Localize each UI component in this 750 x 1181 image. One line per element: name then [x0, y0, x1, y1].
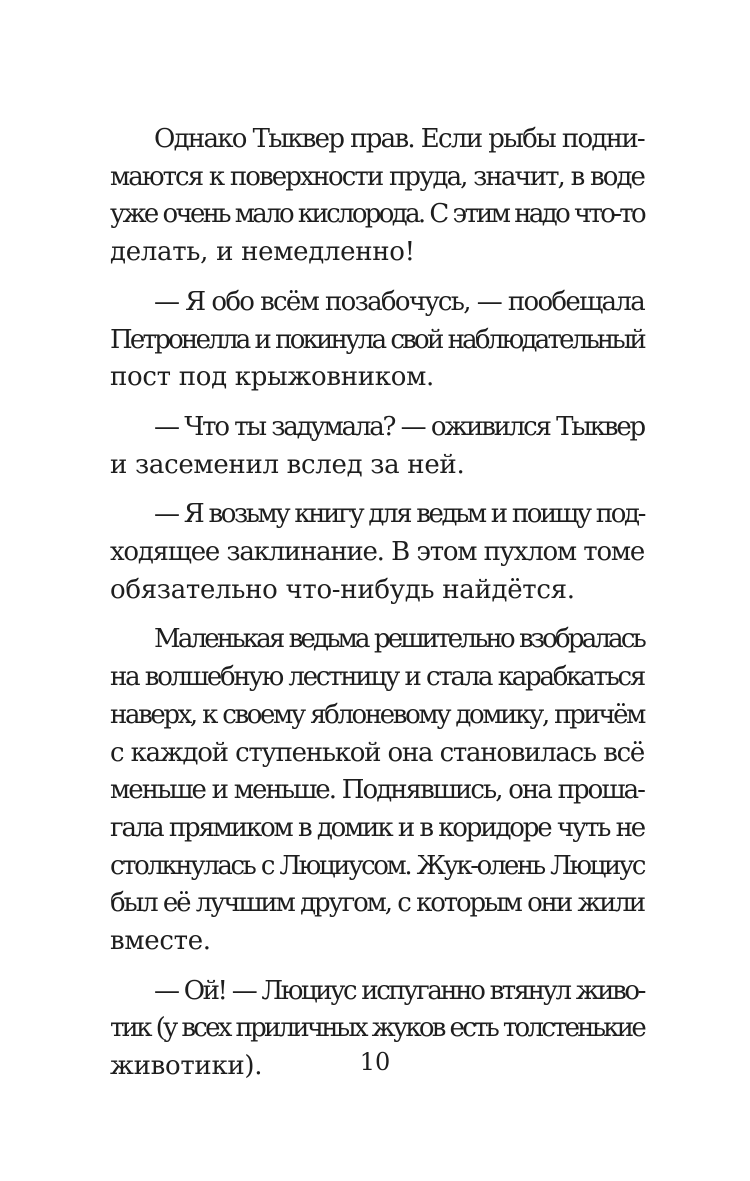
- text-line: — Я обо всём позабочусь, — пообещала: [154, 286, 644, 317]
- text-line: ходящее заклинание. В этом пухлом томе: [110, 537, 644, 568]
- text-line: меньше и меньше. Поднявшись, она проша-: [110, 775, 644, 806]
- paragraph: [110, 409, 644, 484]
- text-line: с каждой ступенькой она становилась всё: [110, 737, 644, 768]
- body-text: [110, 121, 644, 1098]
- paragraph: [110, 621, 644, 960]
- text-line: — Я возьму книгу для ведьм и поищу под-: [154, 499, 644, 530]
- text-line: маются к поверхности пруда, значит, в воде: [110, 161, 644, 192]
- text-line: Петронелла и покинула свой наблюдательный: [110, 324, 644, 355]
- page-number: 10: [359, 1048, 391, 1076]
- paragraph: [110, 284, 644, 397]
- paragraph: [110, 496, 644, 609]
- text-line: пост под крыжовником.: [110, 362, 434, 393]
- text-line: вместе.: [110, 926, 211, 957]
- paragraph: [110, 121, 644, 272]
- text-line: наверх, к своему яблоневому домику, причём: [110, 699, 644, 730]
- text-line: — Что ты задумала? — оживился Тыквер: [154, 411, 644, 442]
- text-line: и засеменил вслед за ней.: [110, 449, 465, 480]
- text-line: — Ой! — Люциус испуганно втянул живо-: [154, 975, 644, 1006]
- text-line: обязательно что-нибудь найдётся.: [110, 574, 575, 605]
- text-line: был её лучшим другом, с которым они жили: [110, 888, 644, 919]
- text-line: Однако Тыквер прав. Если рыбы подни-: [154, 124, 644, 154]
- text-line: животики).: [110, 1051, 263, 1082]
- text-line: уже очень мало кислорода. С этим надо что-то: [110, 199, 644, 230]
- text-line: тик (у всех приличных жуков есть толстенькие: [110, 1013, 644, 1044]
- text-line: столкнулась с Люциусом. Жук-олень Люциус: [110, 850, 644, 881]
- text-line: делать, и немедленно!: [110, 237, 415, 268]
- text-line: Маленькая ведьма решительно взобралась: [154, 624, 644, 655]
- text-line: гала прямиком в домик и в коридоре чуть не: [110, 812, 644, 843]
- text-line: на волшебную лестницу и стала карабкаться: [110, 662, 644, 693]
